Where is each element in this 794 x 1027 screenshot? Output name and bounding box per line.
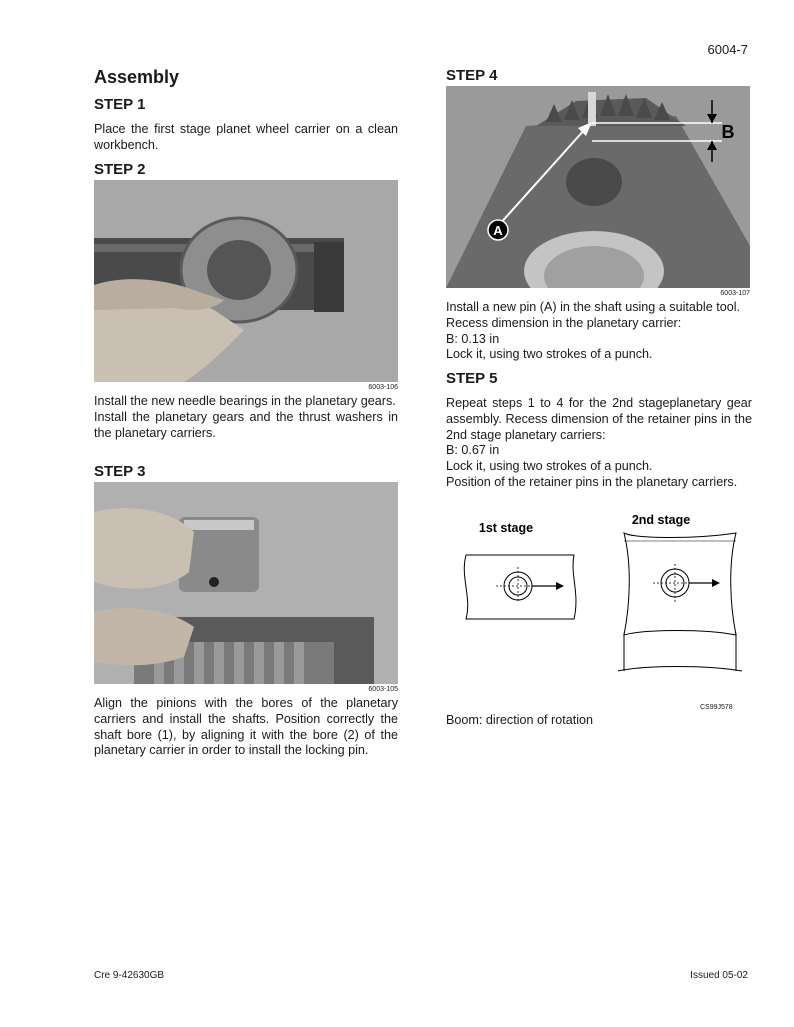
diagram-caption: Boom: direction of rotation (446, 713, 594, 727)
stage2-label: 2nd stage (631, 513, 691, 527)
step4-text-line: Recess dimension in the planetary carrier: (446, 315, 682, 330)
step3-photo (94, 482, 398, 684)
step3-title: STEP 3 (94, 463, 146, 480)
step2-title: STEP 2 (94, 161, 146, 178)
step3-figure-code: 6003-105 (368, 686, 398, 693)
step5-title: STEP 5 (446, 370, 498, 387)
label-b: B (721, 122, 735, 142)
step1-text: Place the first stage planet wheel carrier on a clean workbench. (94, 122, 398, 152)
footer-document-code: Cre 9-42630GB (94, 970, 165, 981)
step2-text-line: Install the new needle bearings in the planetary gears. (94, 394, 396, 408)
step5-text (446, 396, 752, 491)
step4-figure-code: 6003-107 (720, 290, 750, 297)
footer-issue-date: Issued 05-02 (690, 970, 748, 981)
step4-text-line: Install a new pin (A) in the shaft using a suitable tool. (446, 300, 741, 314)
step4-text-line: Lock it, using two strokes of a punch. (446, 347, 653, 362)
step2-text-line: Install the planetary gears and the thrust washers in the planetary carriers. (94, 409, 398, 440)
step5-text-line: Lock it, using two strokes of a punch. (446, 459, 653, 474)
step5-text-line: Position of the retainer pins in the planetary carriers. (446, 474, 738, 489)
page-number: 6004-7 (707, 42, 748, 57)
step1-title: STEP 1 (94, 96, 146, 113)
step2-photo (94, 180, 398, 382)
section-title: Assembly (94, 67, 180, 87)
stage1-label: 1st stage (478, 521, 534, 535)
step3-text: Align the pinions with the bores of the planetary carriers and install the shafts. Position correctly the shaft bore (1), by aligning it with the bore (2) of the planetary carrier in order to install the locking pin. (94, 696, 398, 758)
diagram-figure-code: CS99J578 (700, 704, 733, 711)
step4-title: STEP 4 (446, 67, 498, 84)
rotation-diagram (446, 505, 756, 720)
step2-text (94, 394, 398, 441)
label-a: A (493, 223, 503, 238)
step4-text (446, 300, 752, 363)
step4-text-line: B: 0.13 in (446, 331, 500, 346)
step5-text-line: Repeat steps 1 to 4 for the 2nd stageplanetary gear assembly. Recess dimension of the retainer pins in the 2nd stage planetary carriers: (446, 396, 752, 442)
step2-figure-code: 6003-106 (368, 384, 398, 391)
step5-text-line: B: 0.67 in (446, 443, 500, 458)
step4-photo (446, 86, 750, 288)
